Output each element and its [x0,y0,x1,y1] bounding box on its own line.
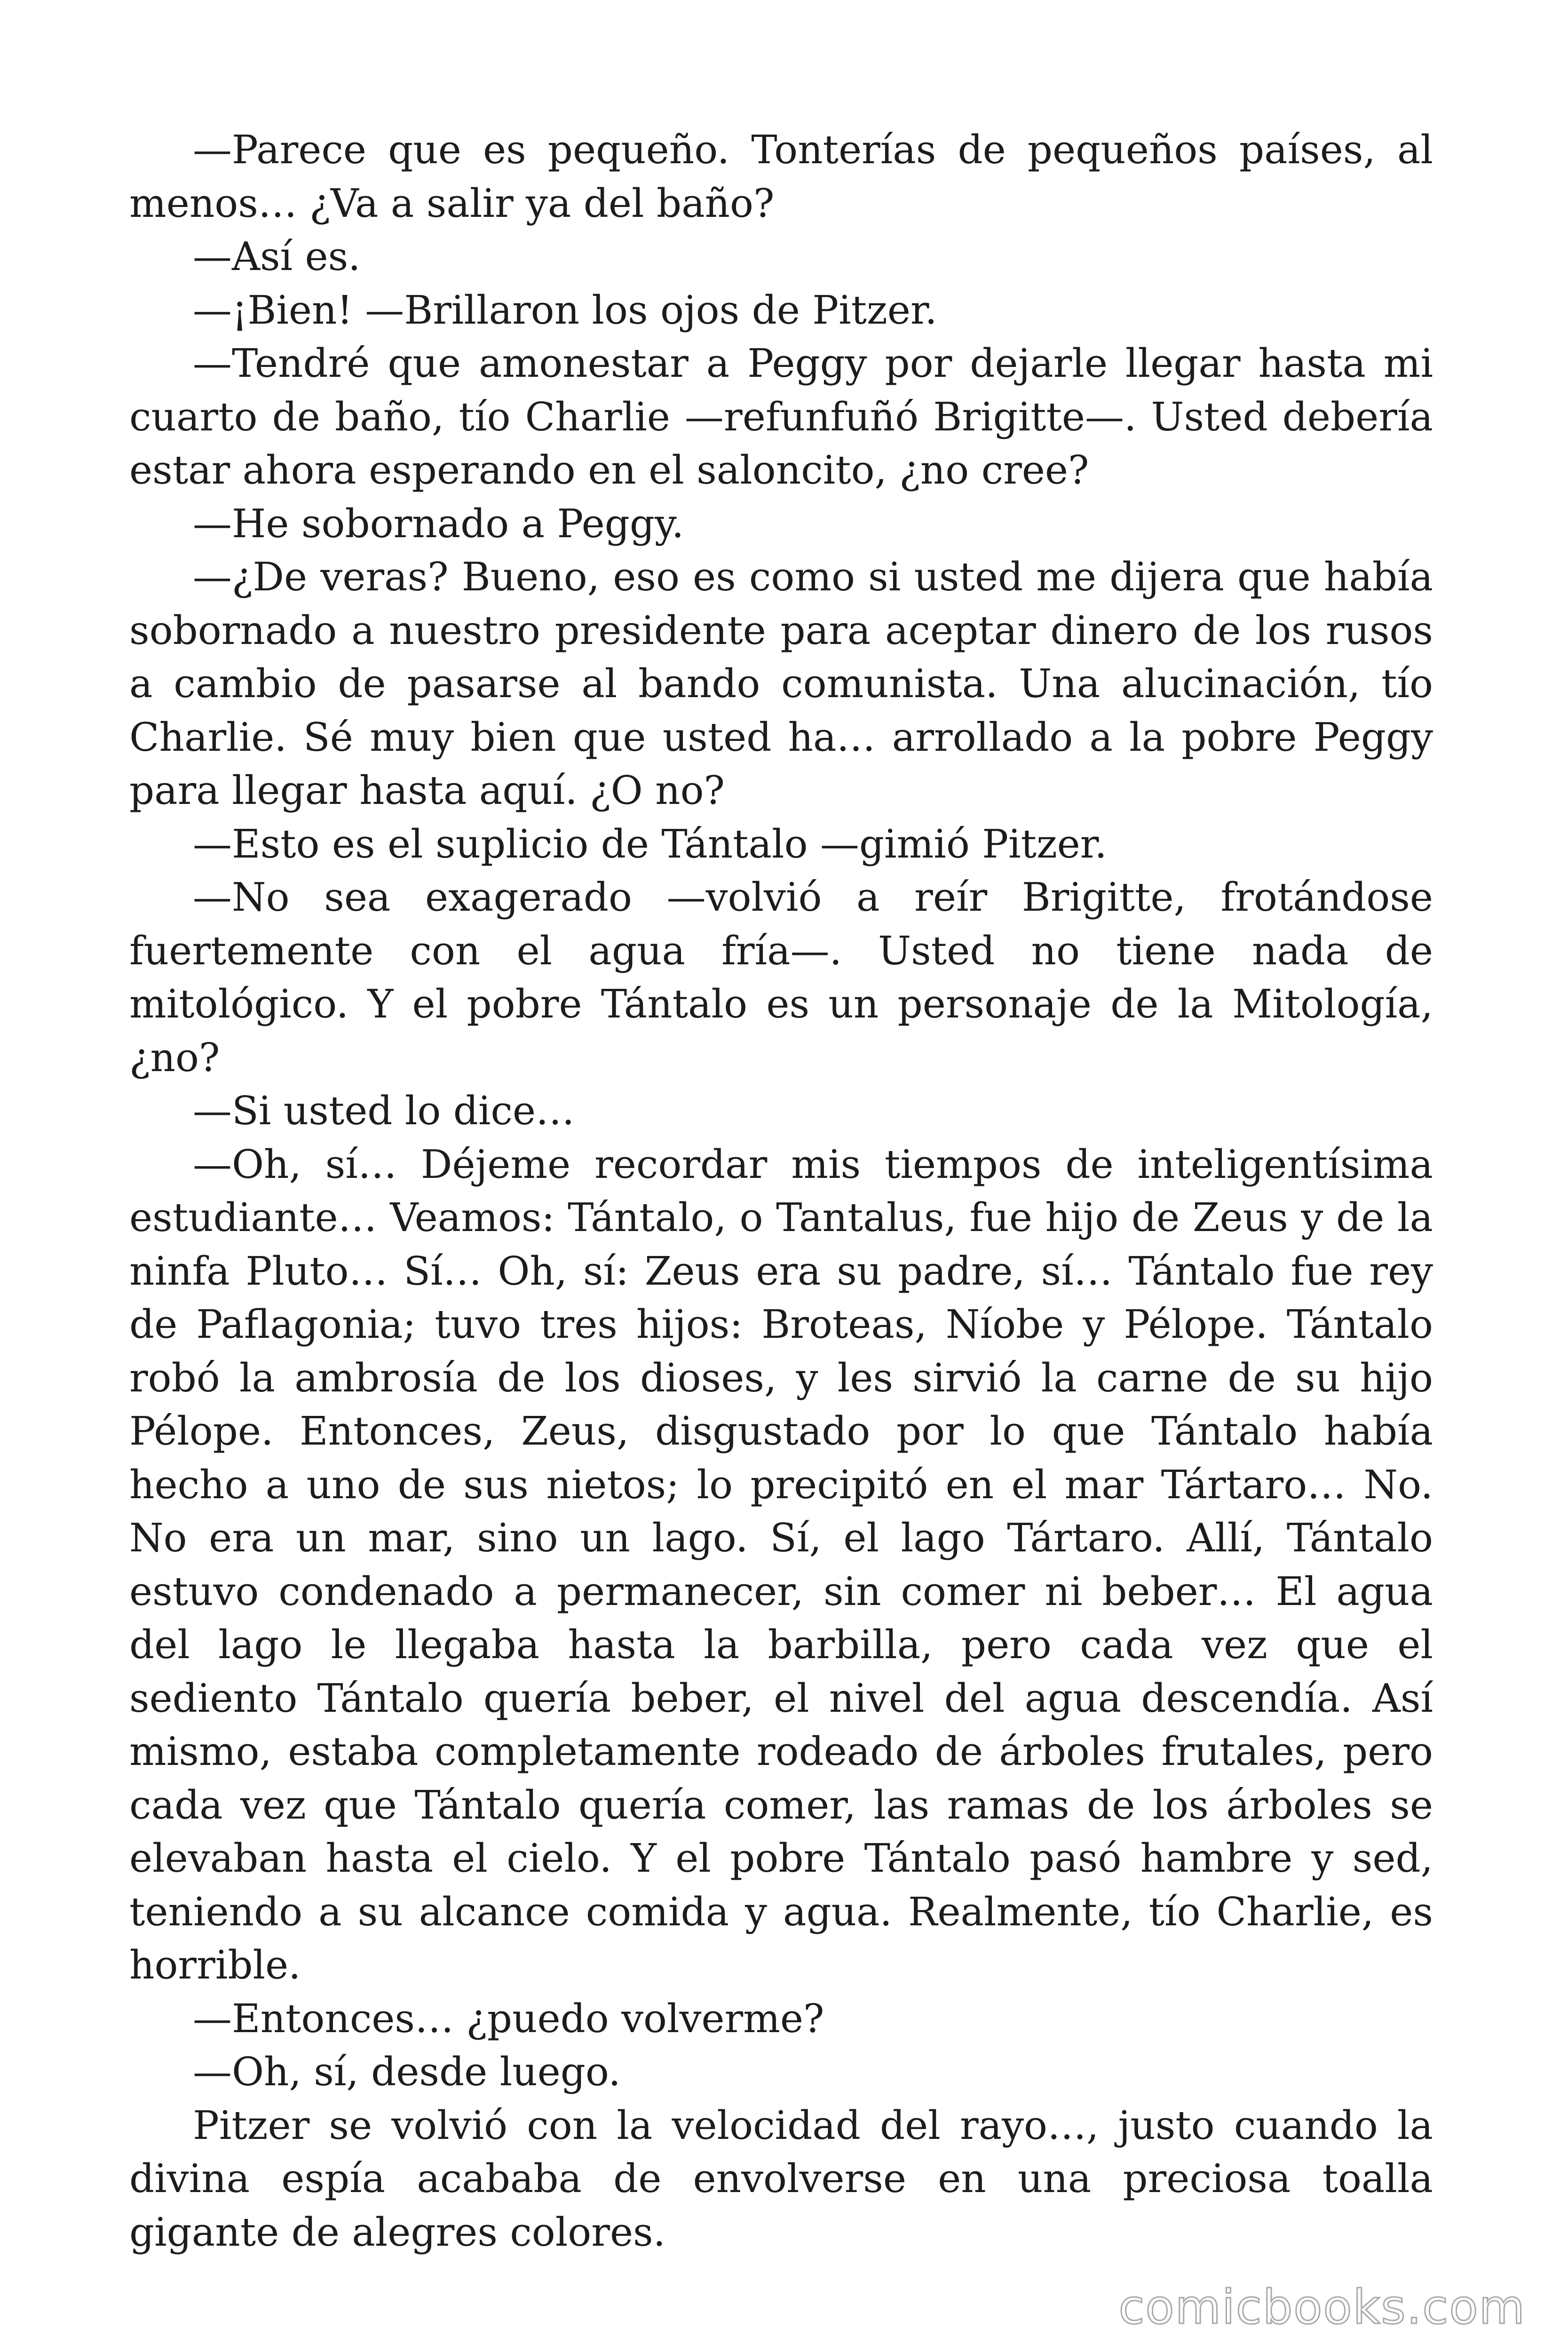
paragraph-3: —¡Bien! —Brillaron los ojos de Pitzer. [193,287,937,333]
watermark: comicbooks.com [1118,2280,1526,2335]
paragraph-10: —Oh, sí… Déjeme recordar mis tiempos de inteligentísima estudiante… Veamos: Tántalo, o Tantalus, fue hijo de Zeus y de la ninfa Pluto… Sí… Oh, sí: Zeus era su padre, sí… Tántalo fue rey de Paflagonia; tuvo tres hijos: Broteas, Níobe y Pélope. Tántalo robó la ambrosía de los dioses, y les sirvió la carne de su hijo Pélope. Entonces, Zeus, disgustado por lo que Tántalo había hecho a uno de sus nietos; lo precipitó en el mar Tártaro… No. No era un mar, sino un lago. Sí, el lago Tártaro. Allí, Tántalo estuvo condenado a permanecer, sin comer ni beber… El agua del lago le llegaba hasta la barbilla, pero cada vez que el sediento Tántalo quería beber, el nivel del agua descendía. Así mismo, estaba completamente rodeado de árboles frutales, pero cada vez que Tántalo quería comer, las ramas de los árboles se elevaban hasta el cielo. Y el pobre Tántalo pasó hambre y sed, teniendo a su alcance comida y agua. Realmente, tío Charlie, es horrible. [129,1141,1433,1988]
paragraph-6: —¿De veras? Bueno, eso es como si usted me dijera que había sobornado a nuestro presidente para aceptar dinero de los rusos a cambio de pasarse al bando comunista. Una alucinación, tío Charlie. Sé muy bien que usted ha… arrollado a la pobre Peggy para llegar hasta aquí. ¿O no? [129,554,1433,813]
page-text [129,123,1433,2259]
paragraph-5: —He sobornado a Peggy. [193,501,684,547]
paragraph-4: —Tendré que amonestar a Peggy por dejarle llegar hasta mi cuarto de baño, tío Charlie —refunfuñó Brigitte—. Usted debería estar ahora esperando en el saloncito, ¿no cree? [129,341,1433,493]
paragraph-1: —Parece que es pequeño. Tonterías de pequeños países, al menos… ¿Va a salir ya del baño? [129,127,1433,226]
paragraph-8: —No sea exagerado —volvió a reír Brigitte, frotándose fuertemente con el agua fría—. Usted no tiene nada de mitológico. Y el pobre Tántalo es un personaje de la Mitología, ¿no? [129,874,1433,1081]
paragraph-7: —Esto es el suplicio de Tántalo —gimió Pitzer. [193,821,1107,867]
paragraph-11: —Entonces… ¿puedo volverme? [193,1995,824,2042]
paragraph-12: —Oh, sí, desde luego. [193,2049,621,2095]
paragraph-2: —Así es. [193,234,361,279]
paragraph-13: Pitzer se volvió con la velocidad del rayo…, justo cuando la divina espía acababa de envolverse en una preciosa toalla gigante de alegres colores. [129,2102,1433,2255]
paragraph-9: —Si usted lo dice… [193,1088,575,1134]
